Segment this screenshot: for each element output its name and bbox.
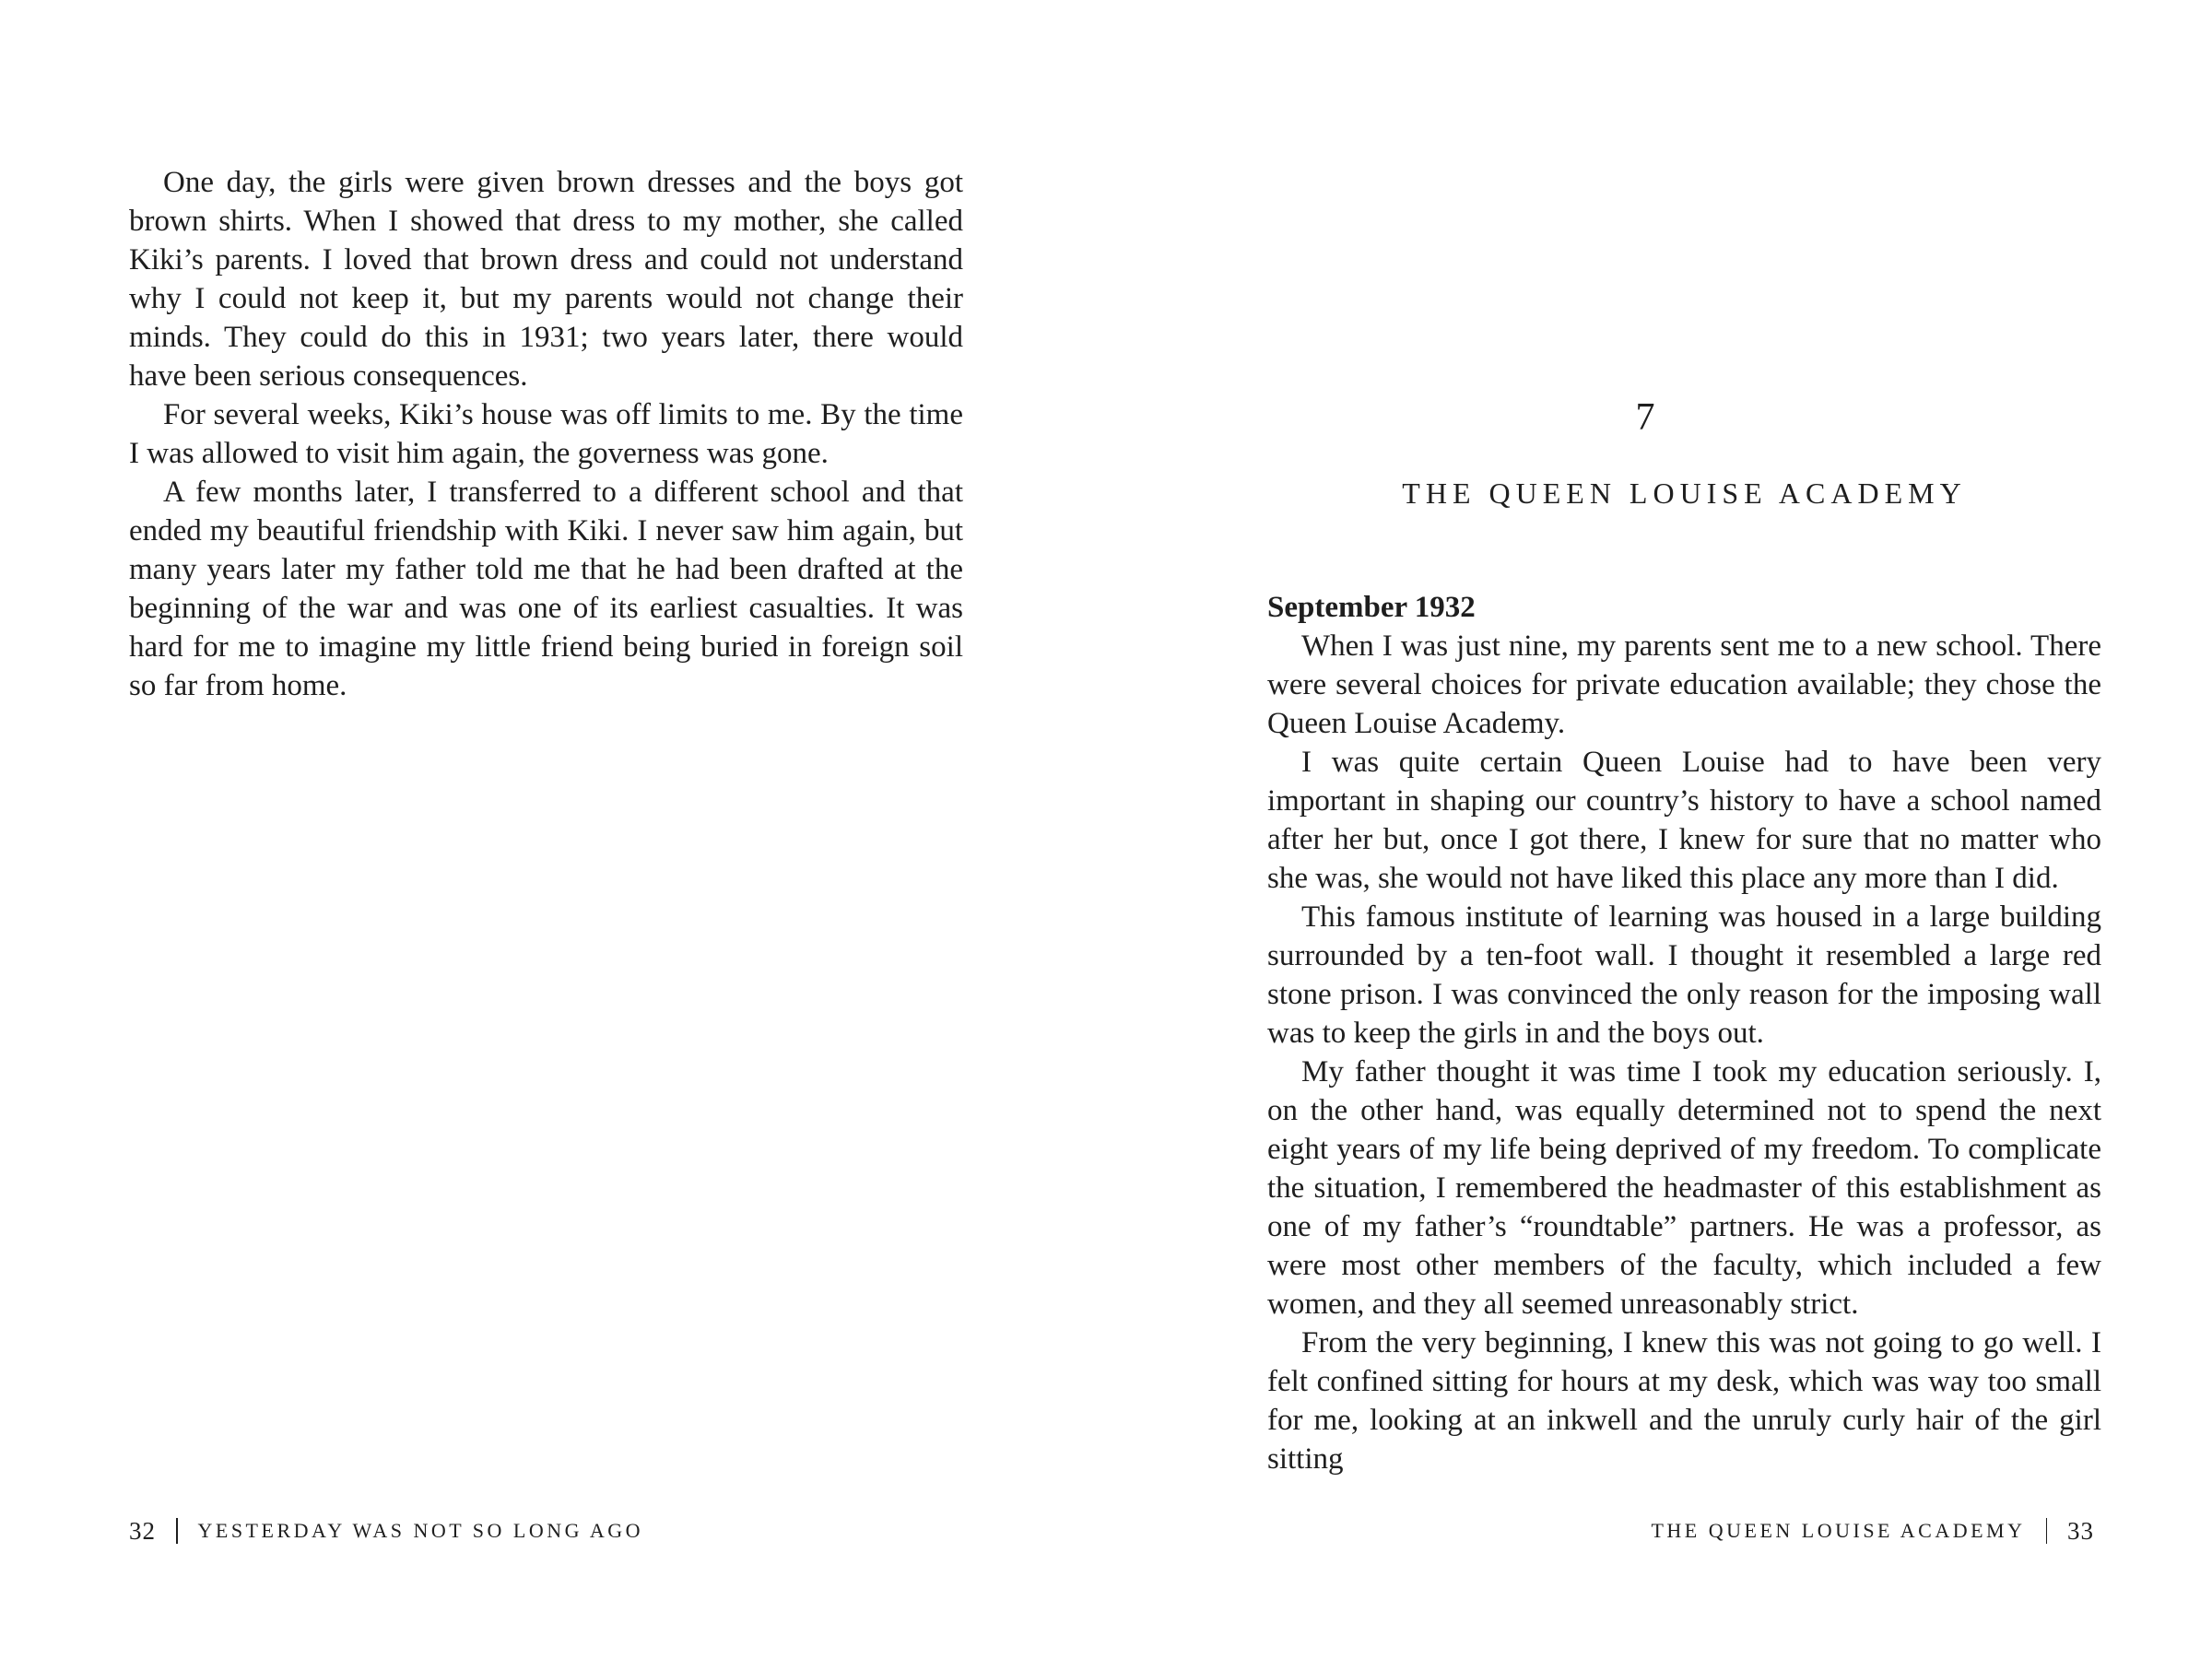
paragraph: My father thought it was time I took my education seriously. I, on the other hand, was equally determined not to spend the next eight years of my life being deprived of my freedom. To complicate the situation, I remembered the headmaster of this establishment as one of my father’s “roundtable” partners. He was a professor, as were most other members of the faculty, which included a few women, and they all seemed unreasonably strict.	[1267, 1055, 2101, 1321]
right-page	[1106, 0, 2212, 1659]
chapter-title: THE QUEEN LOUISE ACADEMY	[1402, 477, 1967, 510]
paragraph: This famous institute of learning was housed in a large building surrounded by a ten-foot wall. I thought it resembled a large red stone prison. I was convinced the only reason for the imposing wall was to keep the girls in and the boys out.	[1267, 900, 2101, 1050]
paragraph: A few months later, I transferred to a different school and that ended my beautiful friendship with Kiki. I never saw him again, but many years later my father told me that he had been drafted at the beginning of the war and was one of its earliest casualties. It was hard for me to imagine my little friend being buried in foreign soil so far from home.	[129, 476, 963, 702]
page-number: 33	[2067, 1517, 2094, 1545]
chapter-number: 7	[1635, 396, 1655, 439]
left-page-footer	[129, 1515, 643, 1547]
running-head: YESTERDAY WAS NOT SO LONG AGO	[197, 1519, 643, 1542]
section-date: September 1932	[1267, 591, 1476, 624]
right-page-footer	[1651, 1515, 2094, 1547]
paragraph: For several weeks, Kiki’s house was off limits to me. By the time I was allowed to visit him again, the governess was gone.	[129, 398, 963, 470]
right-page-body	[1267, 588, 2101, 1478]
paragraph: When I was just nine, my parents sent me to a new school. There were several choices for private education available; they chose the Queen Louise Academy.	[1267, 629, 2101, 740]
paragraph: One day, the girls were given brown dresses and the boys got brown shirts. When I showed that dress to my mother, she called Kiki’s parents. I loved that brown dress and could not understand why I could not keep it, but my parents would not change their minds. They could do this in 1931; two years later, there would have been serious consequences.	[129, 166, 963, 393]
paragraph: I was quite certain Queen Louise had to have been very important in shaping our country’s history to have a school named after her but, once I got there, I knew for sure that no matter who she was, she would not have liked this place any more than I did.	[1267, 746, 2101, 895]
left-page-body	[129, 163, 963, 705]
footer-divider	[2046, 1518, 2048, 1544]
page-number: 32	[129, 1517, 156, 1545]
paragraph: From the very beginning, I knew this was not going to go well. I felt confined sitting for hours at my desk, which was way too small for me, looking at an inkwell and the unruly curly hair of the girl sitting	[1267, 1326, 2101, 1476]
running-head: THE QUEEN LOUISE ACADEMY	[1651, 1519, 2026, 1542]
footer-divider	[176, 1518, 178, 1544]
